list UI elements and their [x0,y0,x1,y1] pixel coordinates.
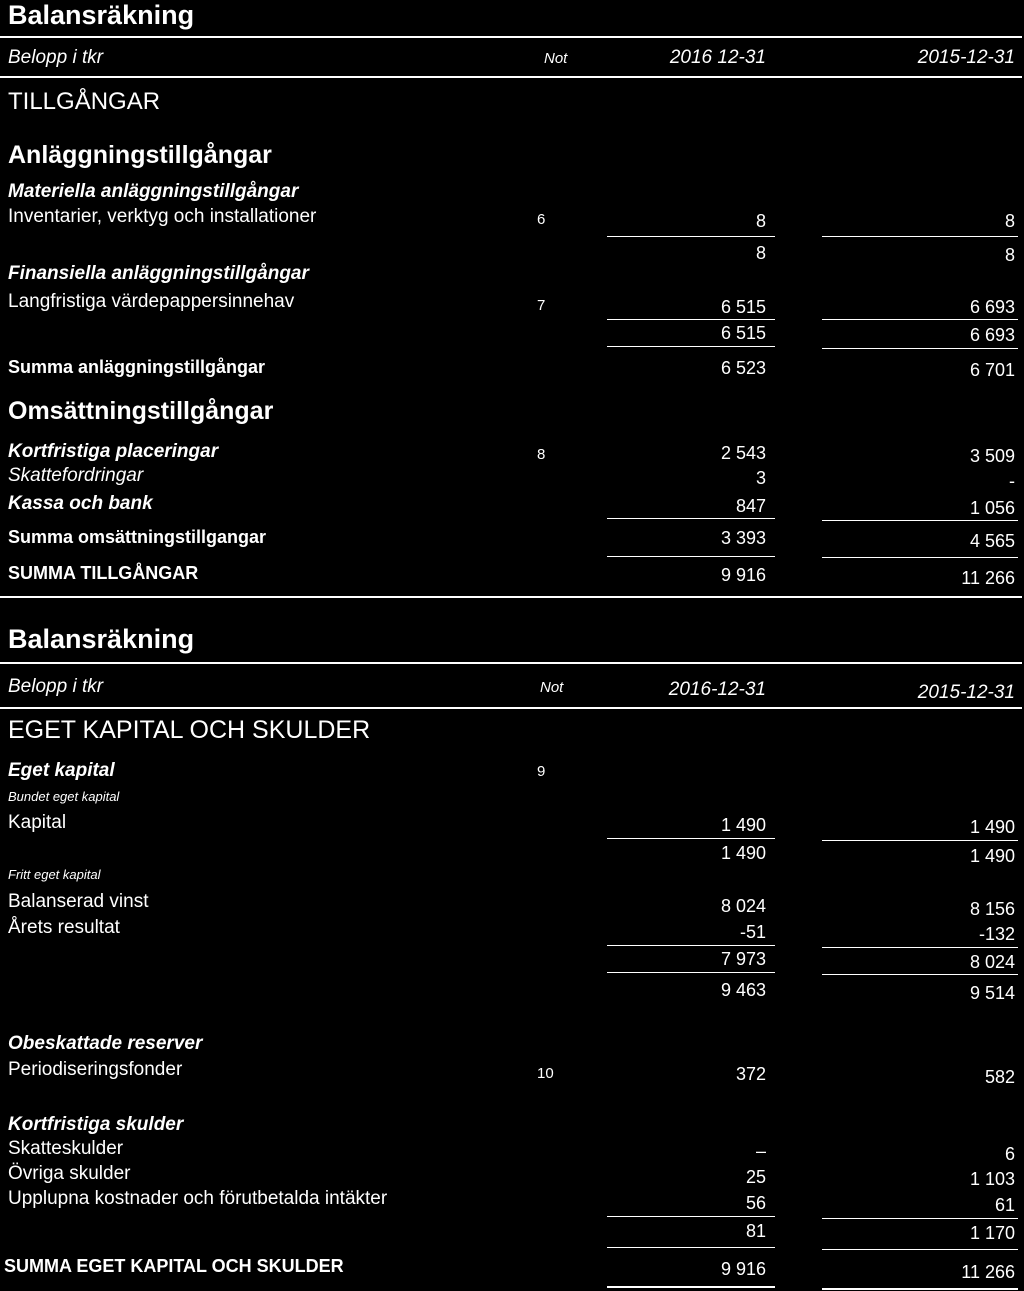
row-note-inventarier: 6 [537,211,546,228]
subtotal-rule [607,346,775,347]
value-2016: 847 [735,496,766,516]
value-2015: 1 056 [969,498,1015,518]
group-heading-untaxed-reserves: Obeskattade reserver [8,1033,203,1054]
total-rule [607,1247,775,1248]
double-rule [607,1286,775,1288]
grand-total-2016: 9 916 [720,565,766,585]
subtotal-rule [607,319,775,320]
subtotal-rule [822,520,1018,521]
value-2016: -51 [739,922,766,942]
subtotal-rule [822,947,1018,948]
row-label-arets-resultat: Årets resultat [8,917,120,938]
title-rule [0,662,1022,664]
section-title: Balansräkning [8,624,195,654]
note-column-header: Not [544,50,568,67]
value-2015: -132 [978,924,1015,944]
subtotal-2015: 6 693 [969,325,1015,345]
row-note-langfristiga: 7 [537,297,546,314]
row-note-kortfristiga: 8 [537,446,546,463]
row-label-skatteskulder: Skatteskulder [8,1138,124,1159]
subtotal-rule [822,974,1018,975]
row-label-langfristiga: Langfristiga värdepappersinnehav [8,291,295,312]
column-header-2016: 2016 12-31 [669,47,766,68]
subtotal-rule [607,1216,775,1217]
row-label-inventarier: Inventarier, verktyg och installationer [8,206,317,227]
value-2015: 3 509 [969,446,1015,466]
row-label-sum-current: Summa omsättningstillgangar [8,527,267,547]
subtotal-rule [822,348,1018,349]
subtotal-rule [607,945,775,946]
subtotal-2015: 1 170 [969,1223,1015,1243]
section-title: Balansräkning [8,0,195,30]
group-heading-current-assets: Omsättningstillgångar [8,397,274,425]
value-2015: 8 156 [969,899,1015,919]
column-header-2015: 2015-12-31 [917,682,1015,703]
subtotal-rule [607,838,775,839]
subtotal-2015: 1 490 [969,846,1015,866]
total-2016: 3 393 [720,528,766,548]
total-2015: 4 565 [969,531,1015,551]
total-rule [822,557,1018,558]
value-2016: 3 [755,468,766,488]
header-rule [0,76,1022,78]
value-2015: 61 [994,1195,1015,1215]
value-2016: 6 515 [720,297,766,317]
grand-total-2016: 9 916 [720,1259,766,1279]
subgroup-tangible: Materiella anläggningstillgångar [8,181,299,202]
total-2016: 6 523 [720,358,766,378]
subtotal-2015: 8 [1004,245,1015,265]
row-label-kortfristiga: Kortfristiga placeringar [8,441,219,462]
section-end-rule [0,596,1022,598]
row-label-total-assets: SUMMA TILLGÅNGAR [8,563,199,583]
value-2016: 25 [745,1167,766,1187]
total-2015: 6 701 [969,360,1015,380]
subgroup-financial: Finansiella anläggningstillgångar [8,263,309,284]
row-label-kapital: Kapital [8,812,67,833]
row-label-periodiseringsfonder: Periodiseringsfonder [8,1059,183,1080]
row-label-total-equity-liabilities: SUMMA EGET KAPITAL OCH SKULDER [4,1256,344,1276]
row-label-kassa: Kassa och bank [8,493,153,514]
title-rule [0,36,1022,38]
column-header-2015: 2015-12-31 [917,47,1015,68]
subtotal-rule [607,518,775,519]
group-heading-fixed-assets: Anläggningstillgångar [8,141,272,169]
amount-unit-header: Belopp i tkr [8,676,104,697]
grand-total-2015: 11 266 [961,1262,1015,1282]
equity-total-2015: 9 514 [969,983,1015,1003]
subtotal-2016: 6 515 [720,323,766,343]
subtotal-rule [822,319,1018,320]
value-2016: 2 543 [720,443,766,463]
value-2016: 8 [755,211,766,231]
subtotal-2016: 7 973 [720,949,766,969]
grand-total-2015: 11 266 [961,568,1015,588]
row-label-skattefordringar: Skattefordringar [8,465,144,486]
section-heading-equity-liabilities: EGET KAPITAL OCH SKULDER [8,716,371,744]
total-rule [607,556,775,557]
value-2016: – [755,1141,766,1161]
subtotal-2015: 8 024 [969,952,1015,972]
subgroup-free-equity: Fritt eget kapital [8,867,101,882]
subtotal-2016: 81 [745,1221,766,1241]
value-2015: 1 103 [969,1169,1015,1189]
row-note-equity: 9 [537,763,546,780]
value-2016: 1 490 [720,815,766,835]
row-label-sum-fixed: Summa anläggningstillgångar [8,357,266,377]
total-rule [822,1249,1018,1250]
group-heading-equity: Eget kapital [8,760,115,781]
header-rule [0,707,1022,709]
value-2016: 372 [735,1064,766,1084]
subtotal-rule [607,236,775,237]
row-label-upplupna: Upplupna kostnader och förutbetalda intäkter [8,1188,388,1209]
group-heading-current-liabilities: Kortfristiga skulder [8,1114,184,1135]
row-label-balanserad: Balanserad vinst [8,891,149,912]
subtotal-rule [607,972,775,973]
subgroup-restricted-equity: Bundet eget kapital [8,789,120,804]
value-2016: 56 [745,1193,766,1213]
subtotal-rule [822,236,1018,237]
subtotal-rule [822,1218,1018,1219]
value-2016: 8 024 [720,896,766,916]
double-rule [822,1288,1018,1290]
value-2015: 1 490 [969,817,1015,837]
value-2015: 6 [1004,1144,1015,1164]
value-2015: 582 [984,1067,1015,1087]
subtotal-rule [822,840,1018,841]
row-note-periodiseringsfonder: 10 [537,1065,554,1082]
subtotal-2016: 1 490 [720,843,766,863]
note-column-header: Not [540,679,564,696]
row-label-ovriga-skulder: Övriga skulder [8,1163,131,1184]
section-heading-assets: TILLGÅNGAR [8,88,161,115]
value-2015: 8 [1004,211,1015,231]
value-2015: 6 693 [969,297,1015,317]
equity-total-2016: 9 463 [720,980,766,1000]
subtotal-2016: 8 [755,243,766,263]
column-header-2016: 2016-12-31 [668,679,766,700]
value-2015: - [1009,471,1015,491]
amount-unit-header: Belopp i tkr [8,47,104,68]
